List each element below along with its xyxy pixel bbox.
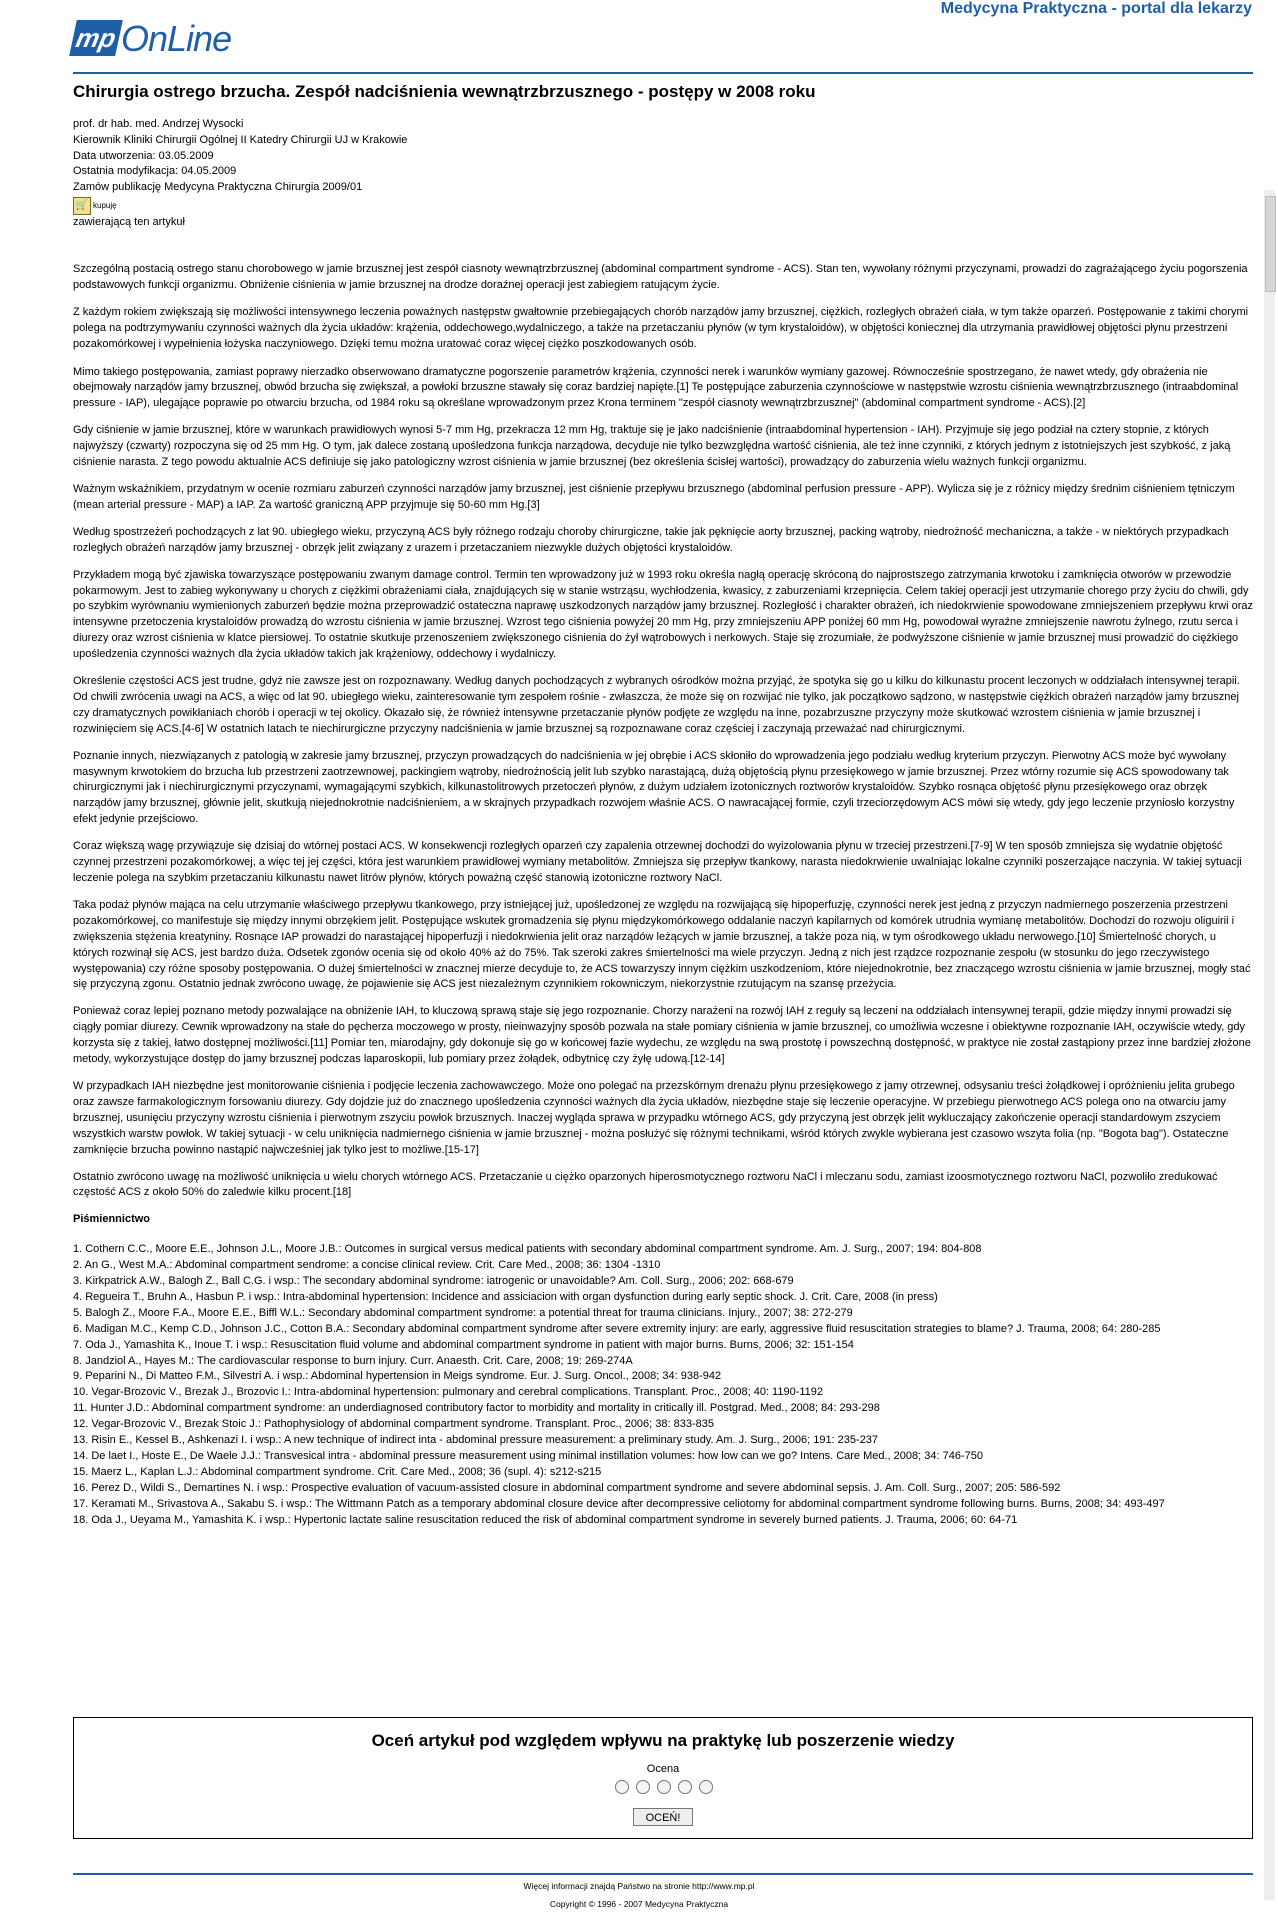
reference-item: 5. Balogh Z., Moore F.A., Moore E.E., Biffl W.L.: Secondary abdominal compartment syndrome: a potential threat for trauma clinicians. Injury., 2007; 38: 272-279 bbox=[73, 1306, 853, 1319]
scrollbar-track[interactable] bbox=[1264, 190, 1275, 1900]
paragraph: Poznanie innych, niezwiązanych z patologią w zakresie jamy brzusznej, przyczyn prowadzących do nadciśnienia w jej obrębie i ACS skłoniło do wprowadzenia jego podziału według kryterium przyczyn. Pierwotny ACS może być wywołany masywnym krwotokiem do brzucha lub przestrzeni zaotrzewnowej, packingiem wątroby, niedrożnością jelit lub szybko narastającą, dużą objętością płynu przesiękowego w jamie brzusznej. Przez wtórny rozumie się ACS spowodowany tak chirurgicznymi jak i niechirurgicznymi przyczynami, wymagającymi szybkich, kilkunastolitrowych przetoczeń płynów, z dużym udziałem izotonicznych roztworów krystaloidów. Szybko rosnąca objętość płynu przesiękowego oraz obrzęk narządów jamy brzusznej, głównie jelit, skutkują niejednokrotnie nadciśnieniem, a w skrajnych przypadkach rozwojem właśnie ACS. O nawracającej formie, czyli trzeciorzędowym ACS mówi się wtedy, gdy jego leczenie przyniosło korzystny efekt jedynie przejściowo. bbox=[73, 749, 1235, 826]
reference-item: 8. Jandziol A., Hayes M.: The cardiovascular response to burn injury. Curr. Anaesth. Crit. Care, 2008; 19: 269-274A bbox=[73, 1354, 633, 1367]
rate-button[interactable]: OCEŃ! bbox=[633, 1808, 693, 1826]
reference-item: 2. An G., West M.A.: Abdominal compartment sendrome: a concise clinical review. Crit. Care Med., 2008; 36: 1304 -1310 bbox=[73, 1259, 661, 1272]
footer-copyright: Copyright © 1996 - 2007 Medycyna Praktyczna bbox=[549, 1899, 729, 1909]
mp-online-logo[interactable] bbox=[73, 16, 233, 60]
rating-options bbox=[615, 1780, 713, 1794]
buy-button[interactable] bbox=[73, 197, 117, 215]
header-divider bbox=[73, 72, 1253, 74]
containing-text: zawierającą ten artykuł bbox=[73, 215, 185, 228]
reference-item: 14. De laet I., Hoste E., De Waele J.J.: Transvesical intra - abdominal pressure measurement using minimal instillation volumes: how low can we go? Intens. Care Med., 2008; 34: 746-750 bbox=[73, 1450, 983, 1462]
affiliation: Kierownik Kliniki Chirurgii Ogólnej II Katedry Chirurgii UJ w Krakowie bbox=[73, 133, 408, 146]
paragraph: Taka podaż płynów mająca na celu utrzymanie właściwego przepływu tkankowego, przy istniejącej już, upośledzonej ze względu na rozwijającą się hipoperfuzję, czynności nerek jest jedną z przyczyn nadmiernego poszerzenia przestrzeni pozakomórkowej, co manifestuje się między innymi obrzękiem jelit. Postępujące wskutek gromadzenia się płynu międzykomórkowego oddalanie naczyń kapilarnych od komórek utrudnia wymianę metabolitów. Dochodzi do rozwoju oliguirii i zwiększenia stężenia kreatyniny. Rosnące IAP prowadzi do narastającej hipoperfuzji i niedokrwienia jelit oraz narządów leżących w jamie brzusznej, a także poza nią, w tym ośrodkowego układu nerwowego.[10] Śmiertelność chorych, u których rozwinął się ACS, jest bardzo duża. Odsetek zgonów ocenia się od około 40% aż do 75%. Tak szeroki zakres śmiertelności ma wiele przyczyn. Jedną z nich jest rządzce rozpoznanie zespołu (w stosunku do jego rzeczywistego występowania) czy różne sposoby postępowania. O dużej śmiertelności w znacznej mierze decyduje to, że ACS towarzyszy innym ciężkim uszkodzeniom, które niejednokrotnie, bez znaczącego wzrostu ciśnienia w jamie brzusznej, mogły stać się przyczyną zgonu. Ostatnio jednak zwrócono uwagę, że pojawienie się ACS jest niezależnym czynnikiem rokowniczym, niekorzystnie rzutującym na szansę przeżycia. bbox=[73, 898, 1251, 991]
rating-radio-2[interactable] bbox=[636, 1780, 650, 1794]
reference-item: 9. Peparini N., Di Matteo F.M., Silvestri A. i wsp.: Abdominal hypertension in Meigs syndrome. Eur. J. Surg. Oncol., 2008; 34: 938-942 bbox=[73, 1370, 722, 1383]
rating-radio-3[interactable] bbox=[657, 1780, 671, 1794]
reference-item: 10. Vegar-Brozovic V., Brezak J., Brozovic I.: Intra-abdominal hypertension: pulmonary and cerebral complications. Transplant. Proc., 2008; 40: 1190-1192 bbox=[73, 1386, 824, 1399]
reference-item: 4. Regueira T., Bruhn A., Hasbun P. i wsp.: Intra-abdominal hypertension: Incidence and assiciacion with organ dysfunction during early septic shock. J. Crit. Care, 2008 (in press) bbox=[73, 1290, 938, 1303]
article-meta bbox=[73, 117, 407, 231]
paragraph: W przypadkach IAH niezbędne jest monitorowanie ciśnienia i podjęcie leczenia zachowawczego. Może ono polegać na przezskórnym drenażu płynu przesiękowego z jamy otrzewnej, odsysaniu treści żołądkowej i opróżnieniu jelita grubego oraz zawsze farmakologicznym forsowaniu diurezy. Gdy dojdzie już do znacznego upośledzenia czynności ważnych dla życia układów, niezbędne staje się leczenie operacyjne. W przebiegu pierwotnego ACS polega ono na otwarciu jamy brzusznej, usunięciu przyczyny wzrostu ciśnienia i pierwotnym zszyciu powłok brzusznych. Inaczej wygląda sprawa w przypadku wtórnego ACS, gdy przyczyną jest obrzęk jelit wykluczający zakończenie operacji standardowym zszyciem wszystkich warstw powłok. W takiej sytuacji - w celu uniknięcia nadmiernego ciśnienia w jamie brzusznej - można posłużyć się różnymi technikami, wśród których zwykle wybierana jest czasowo wszyta folia (np. "Bogota bag"). Ostateczne zamknięcie brzucha powinno nastąpić najwcześniej jak tylko jest to możliwe.[15-17] bbox=[73, 1079, 1235, 1156]
reference-item: 15. Maerz L., Kaplan L.J.: Abdominal compartment syndrome. Crit. Care Med., 2008; 36 (supl. 4): s212-s215 bbox=[73, 1465, 602, 1478]
logo-mp-mark: mp bbox=[69, 20, 123, 56]
reference-item: 6. Madigan M.C., Kemp C.D., Johnson J.C., Cotton B.A.: Secondary abdominal compartment syndrome after severe extremity injury: are early, aggressive fluid resuscitation strategies to blame? J. Trauma, 2008; 64: 280-285 bbox=[73, 1322, 1161, 1335]
reference-item: 16. Perez D., Wildi S., Demartines N. i wsp.: Prospective evaluation of vacuum-assisted closure in abdominal compartment syndrome and severe abdominal sepsis. J. Am. Coll. Surg., 2007; 205: 586-592 bbox=[73, 1481, 1061, 1494]
paragraph: Gdy ciśnienie w jamie brzusznej, które w warunkach prawidłowych wynosi 5-7 mm Hg, przekracza 12 mm Hg, traktuje się je jako nadciśnienie (intraabdominal hypertension - IAH). Przyjmuje się jego podział na cztery stopnie, z których najwyższy (czwarty) rozpoczyna się od 25 mm Hg. O tym, jak dalece zostaną upośledzona funkcja narządowa, decyduje nie tylko bezwzględna wartość ciśnienia, ale też inne czynniki, z których jednym z istotniejszych jest szybkość, z jaką ciśnienie narasta. Z tego powodu aktualnie ACS definiuje się jako patologiczny wzrost ciśnienia w jamie brzusznej (bez określenia ścisłej wartości), prowadzący do zaburzenia wielu ważnych funkcji organizmu. bbox=[73, 424, 1231, 469]
reference-item: 17. Keramati M., Srivastova A., Sakabu S. i wsp.: The Wittmann Patch as a temporary abdominal closure device after decompressive celiotomy for abdominal compartment syndrome following burns. Burns, 2008; 34: 493-497 bbox=[73, 1497, 1165, 1510]
created-date: Data utworzenia: 03.05.2009 bbox=[73, 149, 214, 162]
footer-info: Więcej informacji znajdą Państwo na stronie http://www.mp.pl bbox=[523, 1881, 755, 1891]
scrollbar-thumb[interactable] bbox=[1265, 196, 1276, 292]
paragraph: Według spostrzeżeń pochodzących z lat 90. ubiegłego wieku, przyczyną ACS były różnego rodzaju choroby chirurgiczne, takie jak pęknięcie aorty brzusznej, packing wątroby, niedrożność mechaniczna, a także - w niektórych przypadkach rozległych obrażeń narządów jamy brzusznej - obrzęk jelit związany z urazem i przetaczaniem niezwykle dużych objętości krystaloidów. bbox=[73, 525, 1229, 554]
cart-icon: 🛒 bbox=[73, 197, 91, 215]
rating-label: Ocena bbox=[646, 1763, 680, 1775]
paragraph: Coraz większą wagę przywiązuje się dzisiaj do wtórnej postaci ACS. W konsekwencji rozległych oparzeń czy zapalenia otrzewnej dochodzi do wyizolowania płynu w trzeciej przestrzeni.[7-9] W ten sposób zmniejsza się wydatnie objętość czynnej przestrzeni pozakomórkowej, a więc tej jej części, która jest warunkiem prawidłowej wymiany metabolitów. Zmniejsza się przepływ tkankowy, narasta niedokrwienie uwalniając lokalne czynniki poszerzające naczynia. W takiej sytuacji leczenie polega na szybkim przetaczaniu kilkunastu nawet litrów płynów, których poważną część stanowią izotoniczne roztwory NaCl. bbox=[73, 840, 1242, 884]
rating-radio-4[interactable] bbox=[678, 1780, 692, 1794]
reference-item: 11. Hunter J.D.: Abdominal compartment syndrome: an underdiagnosed contributory factor to morbidity and mortality in critically ill. Postgrad. Med., 2008; 84: 293-298 bbox=[73, 1402, 880, 1415]
buy-label: kupuję bbox=[93, 201, 117, 211]
article-body bbox=[73, 262, 1253, 1529]
footer-divider bbox=[73, 1873, 1253, 1875]
rating-radio-5[interactable] bbox=[699, 1780, 713, 1794]
references-heading: Piśmiennictwo bbox=[73, 1213, 151, 1226]
rating-title: Oceń artykuł pod względem wpływu na praktykę lub poszerzenie wiedzy bbox=[371, 1731, 955, 1750]
article-title: Chirurgia ostrego brzucha. Zespół nadciśnienia wewnątrzbrzusznego - postępy w 2008 roku bbox=[73, 82, 816, 101]
article-paragraphs bbox=[73, 262, 1253, 1201]
reference-item: 12. Vegar-Brozovic V., Brezak Stoic J.: Pathophysiology of abdominal compartment syndrome. Transplant. Proc., 2006; 38: 833-835 bbox=[73, 1418, 714, 1431]
reference-item: 7. Oda J., Yamashita K., Inoue T. i wsp.: Resuscitation fluid volume and abdominal compartment syndrome in patient with major burns. Burns, 2006; 32: 151-154 bbox=[73, 1338, 854, 1351]
paragraph: Szczególną postacią ostrego stanu chorobowego w jamie brzusznej jest zespół ciasnoty wewnątrzbrzusznej (abdominal compartment syndrome - ACS). Stan ten, wywołany różnymi przyczynami, prowadzi do zagrażającego życiu pogorszenia podstawowych funkcji organizmu. Obniżenie ciśnienia w jamie brzusznej na drodze doraźnej operacji jest zabiegiem ratującym życie. bbox=[73, 263, 1248, 291]
paragraph: Przykładem mogą być zjawiska towarzyszące postępowaniu zwanym damage control. Termin ten wprowadzony już w 1993 roku określa nagłą operację skróconą do najprostszego zatrzymania krwotoku i zamknięcia otworów w przewodzie pokarmowym. Jest to zabieg wykonywany u chorych z ciężkimi obrażeniami ciała, znajdujących się w stanie wstrząsu, wychłodzenia, kwasicy, z zaburzeniami krzepnięcia. Celem takiej operacji jest utrzymanie chorego przy życiu do chwili, gdy po szybkim wyrównaniu wymienionych zaburzeń będzie można przeprowadzić ostateczna naprawę uszkodzonych narządów jamy brzusznej. Rozległość i charakter obrażeń, ich niedokrwienie spowodowane zmniejszeniem przepływu krwi oraz intensywne przetoczenia krystaloidów prowadzą do wzrostu ciśnienia w jamie brzusznej. Wzrost tego ciśnienia powyżej 20 mm Hg, przy zmniejszeniu APP poniżej 60 mm Hg, powodował wyraźne zmniejszenie nawrotu żylnego, rzutu serca i diurezy oraz wzrost ciśnienia w klatce piersiowej. To ostatnie skutkuje przenoszeniem zwiększonego ciśnienia do żył wątrobowych i nerkowych. Staje się zrozumiałe, że podwyższone ciśnienie w jamie brzusznej musi prowadzić do ciężkiego upośledzenia czynności ważnych dla życia układów takich jak krążeniowy, oddechowy i wydalniczy. bbox=[73, 568, 1254, 661]
author: prof. dr hab. med. Andrzej Wysocki bbox=[73, 118, 244, 130]
paragraph: Mimo takiego postępowania, zamiast poprawy nierzadko obserwowano dramatyczne pogorszenie parametrów krążenia, czynności nerek i warunków wymiany gazowej. Równocześnie spostrzegano, że nawet wtedy, gdy obrażenia nie obejmowały narządów jamy brzusznej, obwód brzucha się zwiększał, a powłoki brzuszne stawały się coraz bardziej napięte.[1] Te postępujące zaburzenia czynnościowe w następstwie wzrostu ciśnienia wewnątrzbrzusznego (intraabdominal pressure - IAP), ulegające poprawie po otwarciu brzucha, od 1984 roku są określane wprowadzonym przez Krona terminem "zespół ciasnoty wewnątrzbrzusznej" (abdominal compartment syndrome - ACS).[2] bbox=[73, 365, 1239, 410]
modified-date: Ostatnia modyfikacja: 04.05.2009 bbox=[73, 165, 237, 178]
reference-item: 13. Risin E., Kessel B., Ashkenazi I. i wsp.: A new technique of indirect inta - abdominal pressure measurement: a preliminary study. Am. J. Surg., 2006; 191: 235-237 bbox=[73, 1434, 879, 1447]
paragraph: Określenie częstości ACS jest trudne, gdyż nie zawsze jest on rozpoznawany. Według danych pochodzących z wybranych ośrodków można przyjąć, że spotyka się go u kilku do kilkunastu procent leczonych w oddziałach intensywnej terapii. Od chwili zwrócenia uwagi na ACS, a więc od lat 90. ubiegłego wieku, zainteresowanie tym zespołem rośnie - zwłaszcza, że może się on rozwijać nie tylko, jak początkowo sądzono, w następstwie ciężkich obrażeń narządów jamy brzusznej czy dramatycznych powikłaniach chorób i operacji w tej okolicy. Okazało się, że również intensywne przetaczanie płynów podjęte ze względu na inne, pozabrzuszne przyczyny może skutkować wzrostem ciśnienia w jamie brzusznej i rozwinięciem się ACS.[4-6] W ostatnich latach te niechirurgiczne przyczyny nadciśnienia w jamie brzusznej są rozpoznawane coraz częściej i zaczynają przeważać nad chirurgicznymi. bbox=[73, 675, 1240, 735]
references-list bbox=[73, 1242, 1253, 1528]
paragraph: Ostatnio zwrócono uwagę na możliwość uniknięcia u wielu chorych wtórnego ACS. Przetaczanie u ciężko oparzonych hiperosmotycznego roztworu NaCl i mleczanu sodu, zamiast izoosmotycznego roztworu NaCl, pozwoliło zredukować częstość ACS z około 50% do zaledwie kilku procent.[18] bbox=[73, 1170, 1218, 1199]
reference-item: 1. Cothern C.C., Moore E.E., Johnson J.L., Moore J.B.: Outcomes in surgical versus medical patients with secondary abdominal compartment syndrome. Am. J. Surg., 2007; 194: 804-808 bbox=[73, 1243, 982, 1256]
paragraph: Ponieważ coraz lepiej poznano metody pozwalające na obniżenie IAH, to kluczową sprawą staje się jego rozpoznanie. Chorzy narażeni na rozwój IAH z reguły są leczeni na oddziałach intensywnej terapii, gdzie między innymi prowadzi się ciągły pomiar diurezy. Cewnik wprowadzony na stałe do pęcherza moczowego w prosty, nieinwazyjny sposób pozwala na stałe pomiary ciśnienia w jamie brzusznej, co umożliwia wczesne i obiektywne rozpoznanie IAH, oczywiście wtedy, gdy korzysta się z takiej, łatwo dostępnej możliwości.[11] Pomiar ten, miarodajny, gdy dokonuje się go w końcowej fazie wydechu, ze względu na swą prostotę i powszechną dostępność, w praktyce nie został zastąpiony przez inne bardziej złożone metody, wykorzystujące dostęp do jamy brzusznej podczas laparoskopii, lub pomiary przez żołądek, odbytnicę czy żyłę udową.[12-14] bbox=[73, 1005, 1251, 1066]
portal-link[interactable]: Medycyna Praktyczna - portal dla lekarzy bbox=[940, 0, 1252, 17]
paragraph: Ważnym wskaźnikiem, przydatnym w ocenie rozmiaru zaburzeń czynności narządów jamy brzusznej, jest ciśnienie przepływu brzusznego (abdominal perfusion pressure - APP). Wylicza się je z różnicy między średnim ciśnieniem tętniczym (mean arterial pressure - MAP) a IAP. Za wartość graniczną APP przyjmuje się 50-60 mm Hg.[3] bbox=[73, 482, 1235, 511]
rating-box bbox=[73, 1717, 1253, 1839]
logo-online-text: OnLine bbox=[121, 18, 232, 59]
paragraph: Z każdym rokiem zwiększają się możliwości intensywnego leczenia poważnych następstw gwałtownie przebiegających chorób narządów jamy brzusznej, ciężkich, rozległych obrażeń ciała, w tym także oparzeń. Postępowanie z takimi chorymi polega na podtrzymywaniu czynności ważnych dla życia układów: krążenia, oddechowego,wydalniczego, a także na przetaczaniu płynów (w tym krystaloidów), w objętości koniecznej dla utrzymania prawidłowej objętości płynu przestrzeni pozakomórkowej i wypełnienia łożyska naczyniowego. Dzięki temu można uratować coraz więcej ciężko poszkodowanych osób. bbox=[73, 305, 1249, 350]
reference-item: 3. Kirkpatrick A.W., Balogh Z., Ball C.G. i wsp.: The secondary abdominal syndrome: iatrogenic or unavoidable? Am. Coll. Surg., 2006; 202: 668-679 bbox=[73, 1275, 794, 1288]
rating-radio-1[interactable] bbox=[615, 1780, 629, 1794]
reference-item: 18. Oda J., Ueyama M., Yamashita K. i wsp.: Hypertonic lactate saline resuscitation reduced the risk of abdominal compartment syndrome in severely burned patients. J. Trauma, 2006; 60: 64-71 bbox=[73, 1513, 1018, 1526]
order-publication: Zamów publikację Medycyna Praktyczna Chirurgia 2009/01 bbox=[73, 181, 363, 194]
